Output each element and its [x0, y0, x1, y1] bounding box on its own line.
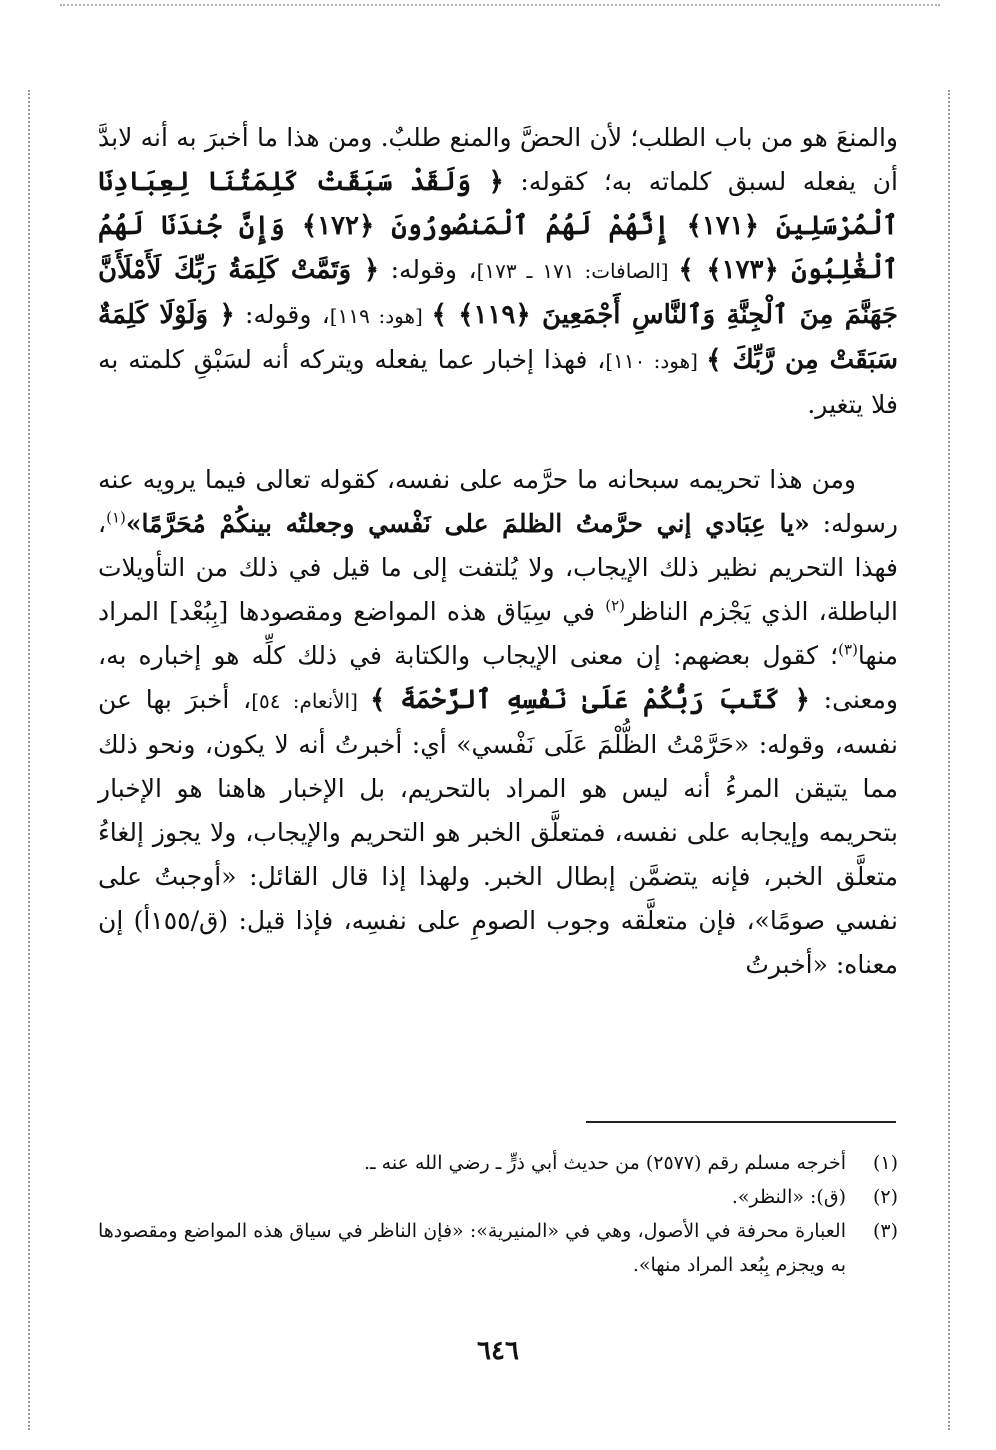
quran-verse: ﴿ كَتَبَ رَبُّكُمْ عَلَىٰ نَفْسِهِ ٱلرَّحْمَةَ ﴾	[370, 685, 810, 715]
verse-reference: [الصافات: ١٧١ ـ ١٧٣]	[476, 259, 679, 283]
verse-reference: [هود: ١١٠]	[605, 349, 707, 373]
footnote-2	[98, 1180, 898, 1214]
text-run: في سِيَاق هذه المواضع ومقصودها [بِبُعْد] المراد منها	[98, 597, 898, 670]
quran-verse: ﴿ وَتَمَّتْ كَلِمَةُ رَبِّكَ لَأَمْلَأَنَّ جَهَنَّمَ مِنَ ٱلْجِنَّةِ وَٱلنَّاسِ أَجْمَعِينَ ﴿١١٩﴾ ﴾	[98, 255, 898, 330]
footnote-divider	[586, 1121, 896, 1123]
footnote-text: أخرجه مسلم رقم (٢٥٧٧) من حديث أبي ذرٍّ ـ رضي الله عنه ـ.	[364, 1152, 846, 1174]
footnote-number: (٢)	[872, 1186, 898, 1208]
main-text-block-1	[98, 116, 898, 427]
quran-verse: ﴿ وَلَقَدْ سَبَقَتْ كَلِمَتُنَا لِعِبَادِنَا ٱلْمُرْسَلِينَ ﴿١٧١﴾ إِنَّهُمْ لَهُمُ ٱلْمَنصُورُونَ ﴿١٧٢﴾ وَإِنَّ جُندَنَا لَهُمُ ٱلْغَٰلِبُونَ ﴿١٧٣﴾ ﴾	[98, 167, 899, 285]
text-run: ، أخبرَ بها عن نفسه، وقوله: «حَرَّمْتُ الظُّلْمَ عَلَى نَفْسي» أي: أخبرتُ أنه لا يكون، ونحو ذلك مما يتيقن المرءُ أنه ليس هو المراد بالتحريم، بل الإخبار هاهنا هو الإخبار بتحريمه وإيجابه على نفسه، فمتعلَّق الخبر هو التحريم والإيجاب، ولا يجوز إلغاءُ متعلَّق الخبر، فإنه يتضمَّن إبطال الخبر. ولهذا إذا قال القائل: «أوجبتُ على نفسي صومًا»، فإن متعلَّقه وجوب الصومِ على نفسِه، فإذا قيل: (ق/١٥٥أ) إن معناه: «أخبرتُ	[98, 685, 899, 979]
paragraph-2	[98, 458, 898, 987]
scan-edge-left	[28, 90, 30, 1430]
footnote-1	[98, 1146, 898, 1180]
text-run: ، وقوله:	[234, 300, 330, 329]
text-run: ، فهذا إخبار عما يفعله ويتركه أنه لسَبْقِ كلمته به فلا يتغير.	[98, 345, 898, 419]
footnote-marker-2: (٢)	[605, 596, 625, 615]
text-run: ، وقوله:	[379, 255, 477, 284]
quran-verse: ﴿ وَلَوْلَا كَلِمَةٌ سَبَقَتْ مِن رَّبِّكَ ﴾	[98, 300, 898, 375]
text-run: والمنعَ هو من باب الطلب؛ لأن الحضَّ والمنع طلبٌ. ومن هذا ما أخبرَ به أنه لابدَّ أن يفعله لسبق كلماته به؛ كقوله:	[98, 123, 898, 196]
footnote-text: (ق): «النظر».	[731, 1186, 846, 1208]
page-number: ٦٤٦	[477, 1336, 519, 1366]
hadith-quote: «يا عِبَادي إني حرَّمتُ الظلمَ على نَفْسي وجعلتُه بينكُمْ مُحَرَّمًا»	[125, 509, 810, 538]
scan-edge-right	[948, 90, 950, 1430]
verse-reference: [الأنعام: ٥٤]	[251, 689, 371, 713]
footnote-number: (٣)	[872, 1220, 898, 1242]
text-run: ، فهذا التحريم نظير ذلك الإيجاب، ولا يُلتفت إلى ما قيل في ذلك من التأويلات الباطلة، الذي يَجْزم الناظر	[98, 509, 898, 626]
paragraph-1	[98, 116, 898, 427]
footnote-text: العبارة محرفة في الأصول، وهي في «المنيرية»: «فإن الناظر في سياق هذه المواضع ومقصودها به ويجزم بِبُعد المراد منها».	[98, 1220, 846, 1276]
main-text-block-2	[98, 458, 898, 987]
footnotes	[98, 1146, 898, 1282]
text-run: ؛ كقول بعضهم: إن معنى الإيجاب والكتابة في ذلك كلِّه هو إخباره به، ومعنى:	[98, 641, 898, 714]
footnote-marker-1: (١)	[106, 508, 126, 527]
verse-reference: [هود: ١١٩]	[329, 304, 432, 328]
footnote-3	[98, 1214, 898, 1282]
text-run: ومن هذا تحريمه سبحانه ما حرَّمه على نفسه، كقوله تعالى فيما يرويه عنه رسوله:	[98, 465, 898, 538]
scan-edge-top	[60, 4, 940, 6]
footnote-marker-3: (٣)	[838, 640, 858, 659]
footnote-number: (١)	[872, 1152, 898, 1174]
